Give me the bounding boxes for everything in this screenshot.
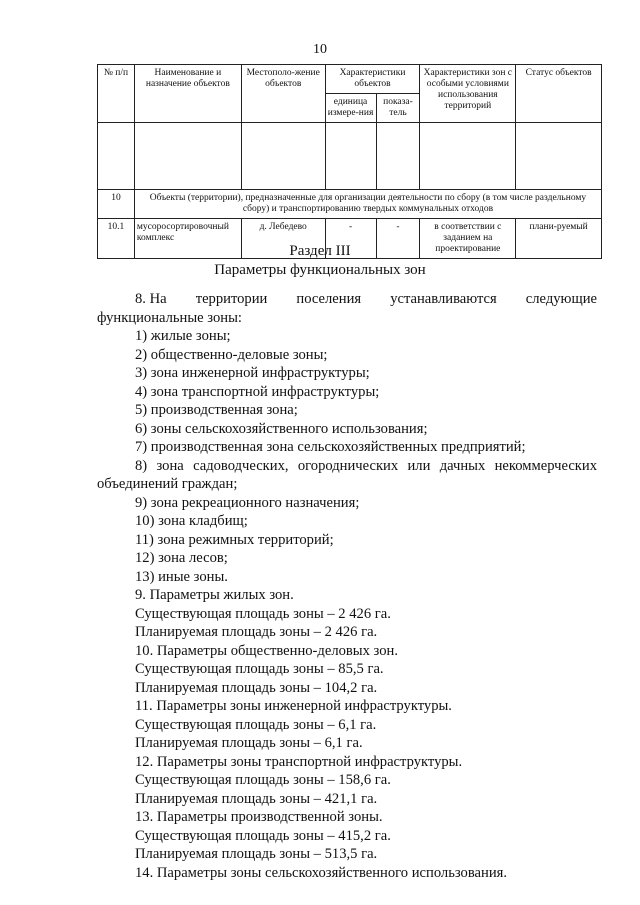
- zone-item: 9) зона рекреационного назначения;: [135, 494, 360, 511]
- zone-item-8-line1: 8) зона садоводческих, огороднических или дачных некоммерческих: [135, 457, 597, 474]
- header-num: № п/п: [98, 65, 135, 123]
- header-location: Местополо-жение объектов: [241, 65, 325, 123]
- param-line: Планируемая площадь зоны – 6,1 га.: [135, 735, 363, 751]
- param-line: Существующая площадь зоны – 415,2 га.: [135, 827, 391, 844]
- param-line: Планируемая площадь зоны – 2 426 га.: [135, 624, 378, 640]
- objects-table: [97, 64, 602, 259]
- para-8-line1: [97, 290, 597, 309]
- param-heading: 14. Параметры зоны сельскохозяйственного использования.: [135, 864, 507, 881]
- param-line: Существующая площадь зоны – 85,5 га.: [135, 661, 384, 677]
- zone-item: 5) производственная зона;: [135, 402, 298, 418]
- zone-item: 2) общественно-деловые зоны;: [135, 346, 328, 363]
- para-8-word: поселения: [296, 291, 362, 307]
- section-title: Раздел III: [289, 243, 351, 259]
- para-8-line2: функциональные зоны:: [97, 309, 242, 326]
- zone-item: 13) иные зоны.: [135, 568, 228, 585]
- param-heading: 9. Параметры жилых зон.: [135, 587, 294, 603]
- para-8-word: следующие: [525, 291, 597, 307]
- zone-item: 12) зона лесов;: [135, 550, 228, 566]
- header-characteristics: Характеристики объектов: [325, 65, 420, 94]
- row-status: плани-руемый: [516, 219, 602, 259]
- table-group-row: [98, 190, 602, 219]
- header-name: Наименование и назначение объектов: [134, 65, 241, 123]
- param-line: Планируемая площадь зоны – 421,1 га.: [135, 790, 378, 807]
- param-line: Планируемая площадь зоны – 513,5 га.: [135, 846, 378, 862]
- row-unit: -: [325, 219, 376, 259]
- param-heading: 11. Параметры зоны инженерной инфраструктуры.: [135, 698, 452, 714]
- table-header-row: [98, 65, 602, 94]
- table-gap-row: [98, 123, 602, 190]
- zone-item: 11) зона режимных территорий;: [135, 531, 334, 548]
- page-number: 10: [313, 42, 327, 57]
- row-num: 10.1: [98, 219, 135, 259]
- param-heading: 10. Параметры общественно-деловых зон.: [135, 642, 398, 659]
- zone-item: 1) жилые зоны;: [135, 328, 231, 344]
- header-status: Статус объектов: [516, 65, 602, 123]
- body-text: [97, 290, 597, 882]
- group-text: Объекты (территории), предназначенные для организации деятельности по сбору (в том числе раздельному сбору) и транспортированию твердых коммунальных отходов: [134, 190, 601, 219]
- zone-item: 7) производственная зона сельскохозяйственных предприятий;: [135, 439, 526, 455]
- param-line: Существующая площадь зоны – 158,6 га.: [135, 772, 391, 788]
- section-subtitle: Параметры функциональных зон: [214, 262, 426, 278]
- row-indicator: -: [376, 219, 420, 259]
- zone-item: 6) зоны сельскохозяйственного использования;: [135, 420, 428, 437]
- zone-item: 10) зона кладбищ;: [135, 513, 248, 529]
- row-name: мусоросортировочный комплекс: [134, 219, 241, 259]
- header-unit: единица измере-ния: [325, 94, 376, 123]
- param-line: Существующая площадь зоны – 2 426 га.: [135, 605, 391, 622]
- para-8-word: 8. На: [135, 291, 167, 307]
- zone-item-8-line2: объединений граждан;: [97, 476, 238, 492]
- para-8-word: устанавливаются: [390, 291, 497, 307]
- group-num: 10: [98, 190, 135, 219]
- para-8-word: территории: [195, 291, 268, 307]
- param-line: Существующая площадь зоны – 6,1 га.: [135, 716, 377, 733]
- param-heading: 13. Параметры производственной зоны.: [135, 809, 383, 825]
- row-zone-chars: в соответствии с заданием на проектирование: [420, 219, 516, 259]
- row-location: д. Лебедево: [241, 219, 325, 259]
- param-line: Планируемая площадь зоны – 104,2 га.: [135, 679, 378, 696]
- zone-item: 3) зона инженерной инфраструктуры;: [135, 365, 370, 381]
- zone-item: 4) зона транспортной инфраструктуры;: [135, 383, 380, 400]
- header-zone-chars: Характеристики зон с особыми условиями использования территорий: [420, 65, 516, 123]
- param-heading: 12. Параметры зоны транспортной инфраструктуры.: [135, 753, 463, 770]
- header-indicator: показа-тель: [376, 94, 420, 123]
